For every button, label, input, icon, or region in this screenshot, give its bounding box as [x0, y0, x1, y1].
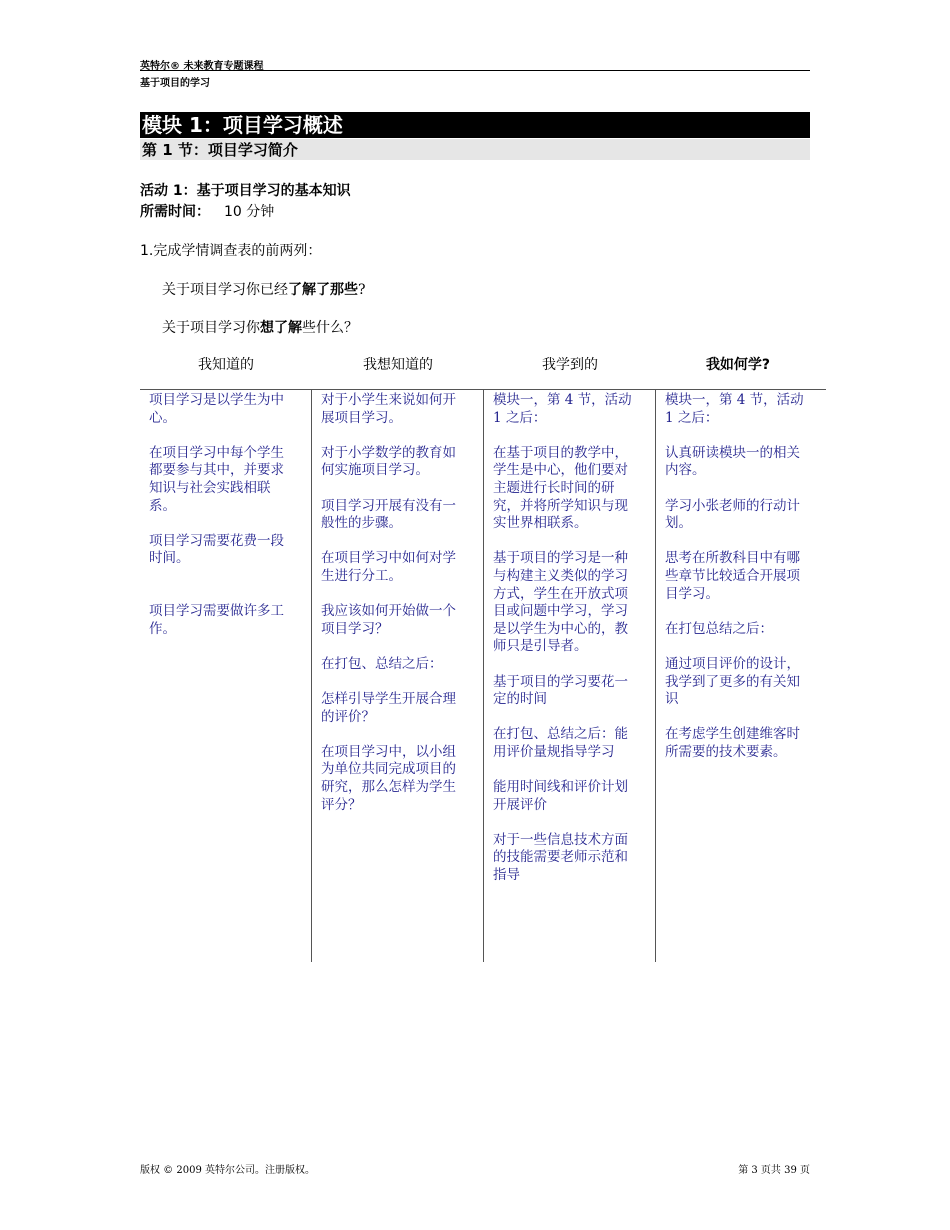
column-header-want: 我想知道的: [363, 357, 433, 373]
table-cell: 在项目学习中如何对学生进行分工。: [321, 550, 456, 584]
table-cell: 在基于项目的教学中，学生是中心，他们要对主题进行长时间的研究，并将所学知识与现实世界相联系。: [493, 444, 628, 532]
time-label: 所需时间：: [140, 204, 210, 220]
question-known: [162, 279, 366, 299]
table-cell: 怎样引导学生开展合理的评价？: [321, 691, 456, 725]
table-column-divider: [483, 390, 484, 962]
table-column-divider: [311, 390, 312, 962]
activity-time: [140, 201, 274, 221]
table-column-want: [321, 392, 467, 832]
table-cell: 基于项目的学习要花一定的时间: [493, 673, 628, 708]
column-header-how: 我如何学?: [705, 357, 771, 373]
footer-page-number: 第 3 页共 39 页: [738, 1165, 810, 1176]
table-cell: 模块一，第 4 节，活动 1 之后：: [493, 392, 632, 426]
table-column-know: [149, 392, 295, 656]
table-cell: 认真研读模块一的相关内容。: [665, 444, 800, 479]
table-cell: 在项目学习中，以小组为单位共同完成项目的研究，那么怎样为学生评分？: [321, 743, 456, 813]
question-known-after: ?: [358, 282, 366, 298]
table-cell: 对于小学生来说如何开展项目学习。: [321, 392, 456, 426]
course-title: 英特尔® 未来教育专题课程: [140, 61, 264, 72]
table-cell: 模块一，第 4 节，活动 1 之后：: [665, 392, 804, 426]
column-header-know: 我知道的: [198, 357, 254, 373]
table-cell: 学习小张老师的行动计划。: [665, 497, 800, 532]
section-title: 第 1 节：项目学习简介: [142, 141, 298, 159]
table-cell: 项目学习需要花费一段时间。: [149, 532, 284, 567]
table-cell: 在打包总结之后：: [665, 620, 773, 637]
table-cell: 对于一些信息技术方面的技能需要老师示范和指导: [493, 831, 628, 884]
table-cell: 我应该如何开始做一个项目学习？: [321, 603, 456, 637]
question-want-before: 关于项目学习你: [162, 320, 260, 336]
question-known-bold: 了解了那些: [288, 282, 358, 298]
table-cell: 思考在所教科目中有哪些章节比较适合开展项目学习。: [665, 550, 800, 602]
table-cell: 在项目学习中每个学生都要参与其中，并要求知识与社会实践相联系。: [149, 444, 284, 514]
table-cell: 能用时间线和评价计划开展评价: [493, 779, 628, 813]
table-cell: 对于小学数学的教育如何实施项目学习。: [321, 444, 456, 479]
table-cell: 通过项目评价的设计，我学到了更多的有关知识: [665, 655, 800, 708]
table-cell: 项目学习是以学生为中心。: [149, 392, 284, 426]
table-cell: 基于项目的学习是一种与构建主义类似的学习方式，学生在开放式项目或问题中学习，学习是以学生为中心的，教师只是引导者。: [493, 550, 628, 655]
activity-title: 活动 1：基于项目学习的基本知识: [140, 183, 351, 199]
footer-copyright: 版权 © 2009 英特尔公司。注册版权。: [140, 1165, 315, 1176]
question-want-after: 些什么？: [302, 320, 358, 336]
table-column-learned: [493, 392, 639, 902]
table-cell: 在打包、总结之后：能用评价量规指导学习: [493, 726, 628, 760]
table-cell: 项目学习开展有没有一般性的步骤。: [321, 497, 456, 532]
step-number: 1.: [140, 243, 154, 259]
table-cell: 在考虑学生创建维客时所需要的技术要素。: [665, 726, 800, 760]
column-header-learned: 我学到的: [542, 357, 598, 373]
header-divider: [140, 70, 810, 71]
course-subtitle: 基于项目的学习: [140, 78, 210, 89]
time-value: 10 分钟: [224, 204, 275, 220]
step-instruction: [140, 240, 321, 260]
step-text: 完成学情调查表的前两列：: [153, 243, 322, 259]
question-known-before: 关于项目学习你已经: [162, 282, 288, 298]
module-title: 模块 1：项目学习概述: [142, 113, 343, 137]
table-cell: 在打包、总结之后：: [321, 655, 443, 672]
table-column-how: [665, 392, 811, 779]
table-cell: 项目学习需要做许多工作。: [149, 603, 284, 637]
question-want: [162, 317, 358, 337]
table-column-divider: [655, 390, 656, 962]
question-want-bold: 想了解: [260, 320, 302, 336]
